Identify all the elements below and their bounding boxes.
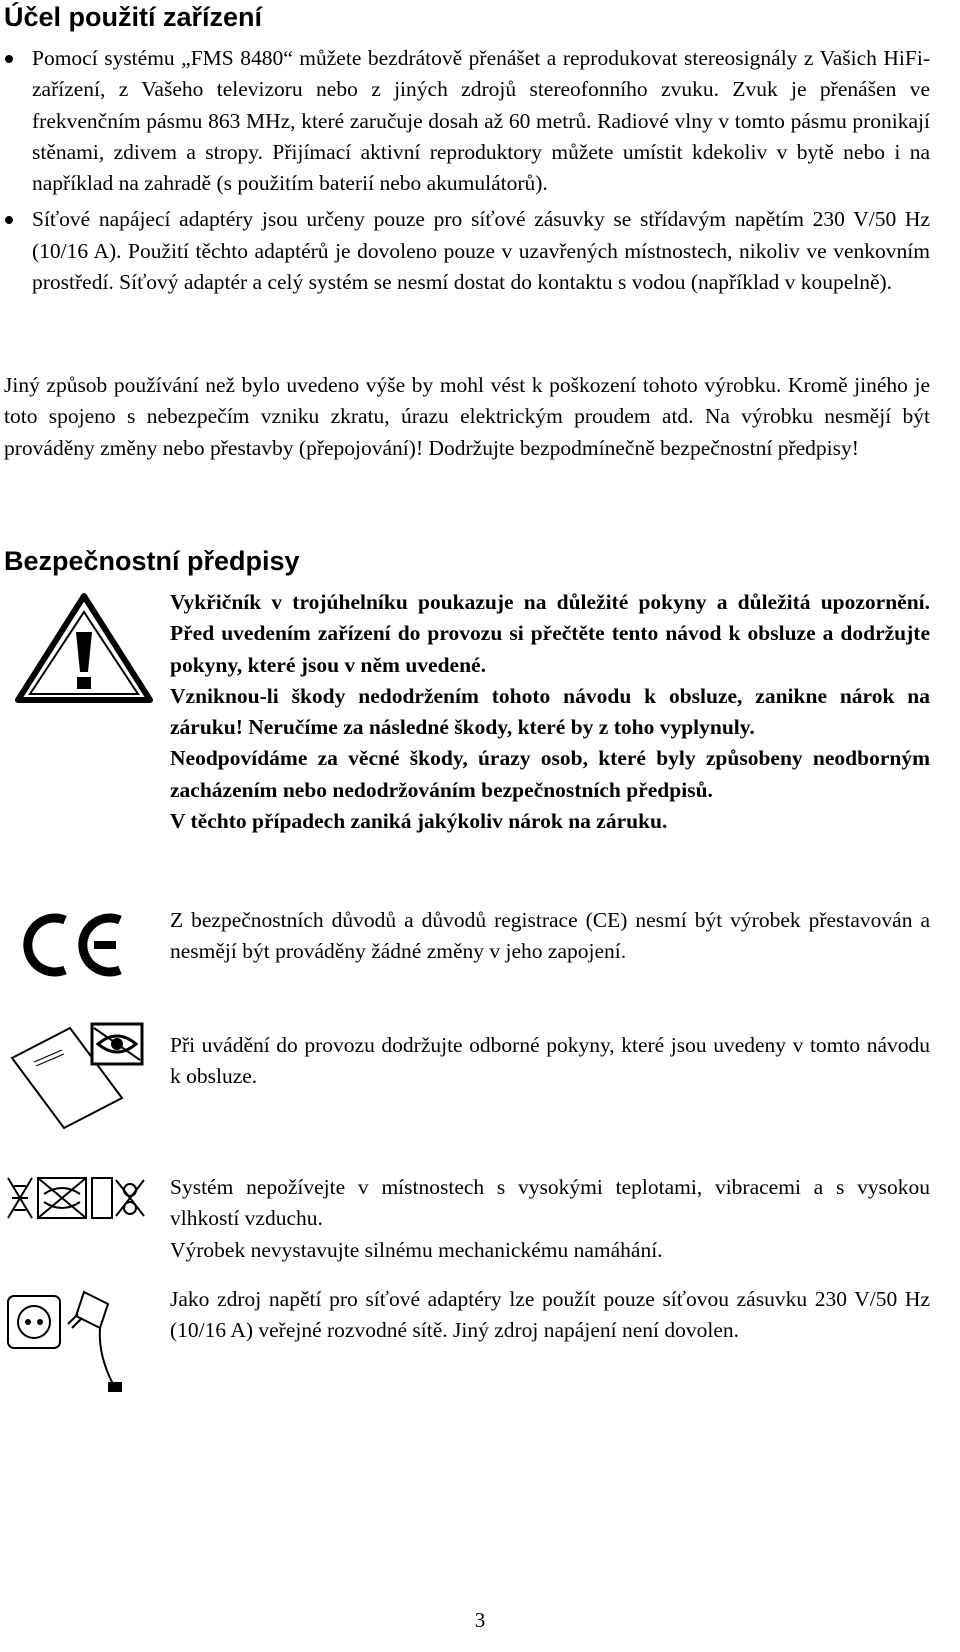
bullet-item (0, 204, 930, 298)
warning-line: V těchto případech zaniká jakýkoliv nárok na záruku. (170, 809, 668, 834)
warning-triangle-icon (14, 592, 154, 704)
section-title-purpose: Účel použití zařízení (4, 2, 263, 32)
bullet-dot (5, 216, 13, 224)
ce-text: Z bezpečnostních důvodů a důvodů registrace (CE) nesmí být výrobek přestavován a nesmějí být prováděny žádné změny v jeho zapojení. (170, 908, 930, 964)
warning-text-block (170, 587, 930, 837)
ce-mark-icon (20, 910, 128, 980)
purpose-paragraph: Jiný způsob používání než bylo uvedeno výše by mohl vést k poškození tohoto výrobku. Kromě jiného je toto spojeno s nebezpečím vzniku zkratu, úrazu elektrickým proudem atd. Na výrobku nesmějí být prováděny změny nebo přestavby (přepojování)! Dodržujte bezpodmínečně bezpečnostní předpisy! (4, 373, 930, 460)
read-manual-icon (8, 1012, 148, 1130)
no-moisture-heat-vibration-icon (4, 1172, 150, 1224)
bullet-item (0, 43, 930, 199)
warning-line: Vzniknou-li škody nedodržením tohoto návodu k obsluze, zanikne nárok na záruku! Neručíme za následné škody, které by z toho vyplynuly. (170, 683, 930, 740)
bullet-text: Pomocí systému „FMS 8480“ můžete bezdrátově přenášet a reprodukovat stereosignály z Vašich HiFi-zařízení, z Vašeho televizoru nebo z jiných zdrojů stereofonního zvuku. Zvuk je přenášen ve frekvenčním pásmu 863 MHz, které zaručuje dosah až 60 metrů. Radiové vlny v tomto pásmu pronikají stěnami, zdivem a stropy. Přijímací aktivní reproduktory můžete umístit kdekoliv v bytě nebo i na například na zahradě (s použitím baterií nebo akumulátorů). (32, 46, 930, 196)
power-socket-icon (4, 1286, 144, 1396)
environment-line: Výrobek nevystavujte silnému mechanickému namáhání. (170, 1237, 663, 1262)
section-title-safety: Bezpečnostní předpisy (4, 546, 300, 576)
environment-line: Systém nepožívejte v místnostech s vysokými teplotami, vibracemi a s vysokou vlhkostí vzduchu. (170, 1175, 930, 1231)
warning-line: Neodpovídáme za věcné škody, úrazy osob, které byly způsobeny neodborným zacházením nebo nedodržováním bezpečnostních předpisů. (170, 746, 930, 802)
warning-line: Vykřičník v trojúhelníku poukazuje na důležité pokyny a důležitá upozornění. Před uvedením zařízení do provozu si přečtěte tento návod k obsluze a dodržujte pokyny, které jsou v něm uvedené. (170, 590, 930, 677)
manual-text: Při uvádění do provozu dodržujte odborné pokyny, které jsou uvedeny v tomto návodu k obsluze. (170, 1033, 930, 1089)
environment-text-block (170, 1172, 930, 1266)
bullet-text: Síťové napájecí adaptéry jsou určeny pouze pro síťové zásuvky se střídavým napětím 230 V/50 Hz (10/16 A). Použití těchto adaptérů je dovoleno pouze v uzavřených místnostech, nikoliv ve venkovním prostředí. Síťový adaptér a celý systém se nesmí dostat do kontaktu s vodou (například v koupelně). (32, 207, 930, 295)
bullet-dot (5, 55, 13, 63)
purpose-bullet-list (0, 43, 930, 303)
power-text: Jako zdroj napětí pro síťové adaptéry lze použít pouze síťovou zásuvku 230 V/50 Hz (10/16 A) veřejné rozvodné sítě. Jiný zdroj napájení není dovolen. (170, 1287, 930, 1343)
page-number: 3 (474, 1608, 486, 1632)
